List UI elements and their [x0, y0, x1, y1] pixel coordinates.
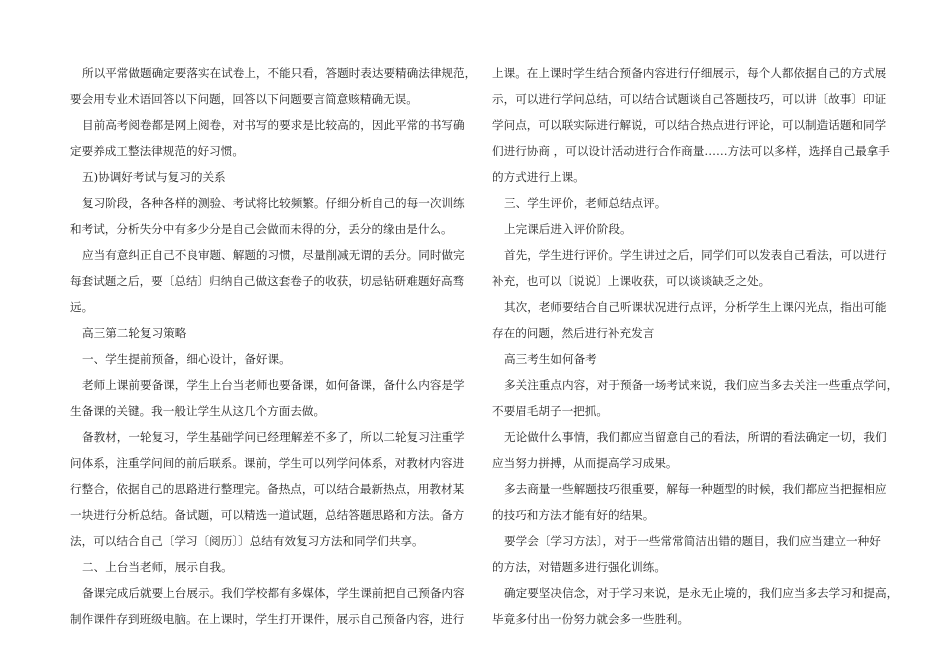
text-line: 补充，也可以〔说说〕上课收获，可以谈谈缺乏之处。	[492, 274, 771, 288]
text-line: 应当有意纠正自己不良审题、解题的习惯，尽量削减无谓的丢分。同时做完	[82, 248, 465, 262]
text-line: 定要养成工整法律规范的好习惯。	[70, 144, 244, 158]
text-line: 多去商量一些解题技巧很重要，解每一种题型的时候，我们都应当把握相应	[504, 482, 887, 496]
text-line: 不要眉毛胡子一把抓。	[492, 404, 608, 418]
text-line: 备课完成后就要上台展示。我们学校都有多媒体，学生课前把自己预备内容	[82, 586, 465, 600]
text-line: 行整合，依据自己的思路进行整理完。备热点，可以结合最新热点，用教材某	[70, 482, 465, 496]
text-line: 远。	[70, 300, 94, 314]
text-line: 目前高考阅卷都是网上阅卷，对书写的要求是比较高的，因此平常的书写确	[82, 118, 465, 132]
text-line: 毕竟多付出一份努力就会多一些胜利。	[492, 612, 690, 626]
text-line: 老师上课前要备课，学生上台当老师也要备课，如何备课，备什么内容是学	[82, 378, 465, 392]
text-line: 制作课件存到班级电脑。在上课时，学生打开课件，展示自己预备内容，进行	[70, 612, 465, 626]
text-line: 示，可以进行学问总结，可以结合试题谈自己答题技巧，可以讲〔故事〕印证	[492, 92, 887, 106]
text-line: 确定要坚决信念，对于学习来说，是永无止境的，我们应当多去学习和提高，	[504, 586, 899, 600]
text-line: 五)协调好考试与复习的关系	[82, 170, 226, 184]
text-line: 的技巧和方法才能有好的结果。	[492, 508, 655, 522]
text-line: 生备课的关键。我一般让学生从这几个方面去做。	[70, 404, 326, 418]
text-line: 二、上台当老师，展示自我。	[82, 560, 233, 574]
text-line: 首先，学生进行评价。学生讲过之后，同学们可以发表自己看法，可以进行	[504, 248, 887, 262]
text-line: 上完课后进入评价阶段。	[504, 222, 632, 236]
text-line: 上课。在上课时学生结合预备内容进行仔细展示，每个人都依据自己的方式展	[492, 66, 887, 80]
text-line: 存在的问题，然后进行补充发言	[492, 326, 655, 340]
text-line: 高三考生如何备考	[504, 352, 597, 366]
text-line: 要会用专业术语回答以下问题，回答以下问题要言简意赅精确无误。	[70, 92, 418, 106]
text-line: 应当努力拼搏，从而提高学习成果。	[492, 456, 678, 470]
text-line: 和考试，分析失分中有多少分是自己会做而未得的分，丢分的缘由是什么。	[70, 222, 453, 236]
text-line: 其次，老师要结合自己听课状况进行点评，分析学生上课闪光点，指出可能	[504, 300, 887, 314]
text-line: 复习阶段，各种各样的测验、考试将比较频繁。仔细分析自己的每一次训练	[82, 196, 465, 210]
text-line: 高三第二轮复习策略	[82, 326, 187, 340]
text-line: 法，可以结合自己〔学习〔阅历〕〕总结有效复习方法和同学们共享。	[70, 534, 424, 548]
text-line: 一、学生提前预备，细心设计，备好课。	[82, 352, 291, 366]
text-line: 要学会〔学习方法〕，对于一些常常简洁出错的题目，我们应当建立一种好	[504, 534, 881, 548]
text-line: 每套试题之后，要〔总结〕归纳自己做这套卷子的收获，切忌钻研难题好高骛	[70, 274, 465, 288]
text-line: 所以平常做题确定要落实在试卷上，不能只看，答题时表达要精确法律规范，	[82, 66, 477, 80]
text-line: 的方法，对错题多进行强化训练。	[492, 560, 666, 574]
text-line: 问体系，注重学问间的前后联系。课前，学生可以列学问体系，对教材内容进	[70, 456, 465, 470]
text-line: 学问点，可以联实际进行解说，可以结合热点进行评论，可以制造话题和同学	[492, 118, 887, 132]
right-text-column	[492, 60, 899, 632]
text-line: 的方式进行上课。	[492, 170, 585, 184]
text-line: 多关注重点内容，对于预备一场考试来说，我们应当多去关注一些重点学问，	[504, 378, 899, 392]
text-line: 备教材，一轮复习，学生基础学问已经理解差不多了，所以二轮复习注重学	[82, 430, 465, 444]
text-line: 们进行协商 ，可以设计活动进行合作商量……方法可以多样，选择自己最拿手	[492, 144, 890, 158]
left-text-column	[70, 60, 477, 632]
text-line: 一块进行分析总结。备试题，可以精选一道试题，总结答题思路和方法。备方	[70, 508, 465, 522]
text-line: 三、学生评价，老师总结点评。	[504, 196, 667, 210]
text-line: 无论做什么事情，我们都应当留意自己的看法，所谓的看法确定一切，我们	[504, 430, 887, 444]
